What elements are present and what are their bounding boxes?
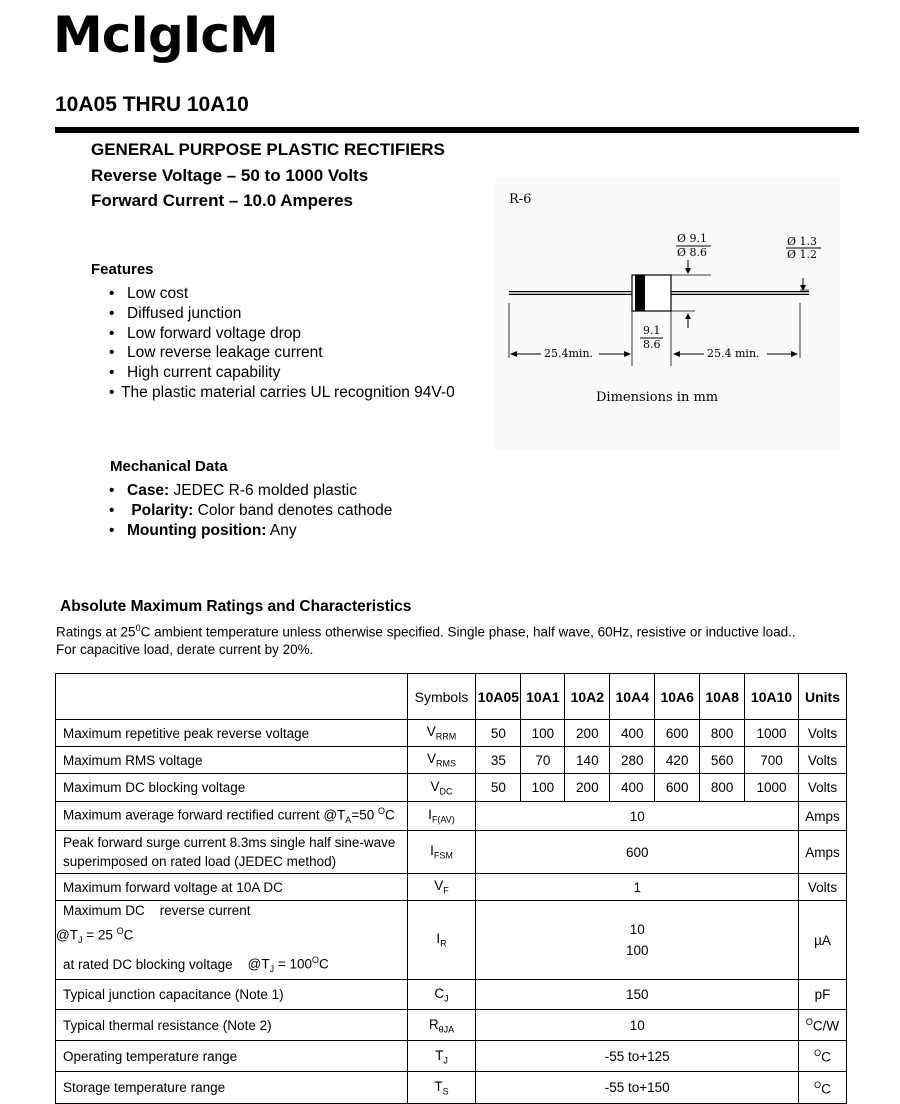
table-cell: 600 [655, 720, 700, 747]
col-10a10: 10A10 [745, 674, 799, 720]
table-cell: Maximum forward voltage at 10A DC [56, 874, 408, 901]
table-cell: -55 to+150 [476, 1072, 799, 1104]
table-row [56, 774, 847, 802]
forward-current-spec: Forward Current – 10.0 Amperes [91, 191, 354, 210]
list-item: • Low reverse leakage current [108, 343, 455, 363]
list-item: • Low forward voltage drop [108, 324, 455, 344]
table-row [56, 802, 847, 831]
table-cell: Amps [799, 831, 847, 874]
product-type: GENERAL PURPOSE PLASTIC RECTIFIERS [91, 140, 445, 159]
col-10a4: 10A4 [610, 674, 655, 720]
col-10a2: 10A2 [565, 674, 610, 720]
list-item: • Case: JEDEC R-6 molded plastic [108, 481, 392, 501]
table-row [56, 980, 847, 1010]
col-10a6: 10A6 [655, 674, 700, 720]
ratings-note: Ratings at $25^0C$ ambient temperature unless otherwise specified. Single phase, half wave, 60Hz, resistive or inductive load.. For capacitive load, derate current by 20%. [56, 623, 796, 657]
package-label: R-6 [509, 192, 532, 207]
lead-len-left: 25.4min. [544, 347, 594, 360]
table-cell: Volts [799, 747, 847, 774]
table-cell: 420 [655, 747, 700, 774]
table-cell: 1 [476, 874, 799, 901]
table-cell: 700 [745, 747, 799, 774]
reverse-voltage-spec: Reverse Voltage – 50 to 1000 Volts [91, 166, 369, 185]
table-cell: Amps [799, 802, 847, 831]
table-cell: 150 [476, 980, 799, 1010]
list-item: • Mounting position: Any [108, 521, 392, 541]
table-cell: Volts [799, 720, 847, 747]
table-cell: $I_{FSM}$ [407, 831, 476, 874]
lead-dia-max: Ø 1.3 [787, 235, 818, 248]
table-cell: 10 [476, 1010, 799, 1041]
table-cell: $T_J$ [407, 1041, 476, 1072]
symbols-header: Symbols [407, 674, 476, 720]
body-len-min: 8.6 [643, 338, 661, 351]
table-cell: $^O$C/W [799, 1010, 847, 1041]
table-cell: 100 [521, 774, 565, 802]
table-cell: 400 [610, 720, 655, 747]
table-cell: 10 [476, 802, 799, 831]
table-cell: 10 100 [476, 901, 799, 980]
table-row [56, 1041, 847, 1072]
body-dia-max: Ø 9.1 [677, 232, 708, 245]
col-10a8: 10A8 [700, 674, 745, 720]
table-cell: 70 [521, 747, 565, 774]
list-item: • The plastic material carries UL recognition 94V-0 [108, 383, 455, 403]
col-10a1: 10A1 [521, 674, 565, 720]
table-cell: 560 [700, 747, 745, 774]
units-header: Units [799, 674, 847, 720]
table-cell: $I_R$ [407, 901, 476, 980]
features-title: Features [91, 261, 154, 278]
title-rule [55, 127, 859, 133]
table-row [56, 831, 847, 874]
table-cell: 50 [476, 720, 521, 747]
table-row [56, 1072, 847, 1104]
table-cell: 200 [565, 720, 610, 747]
mechanical-title: Mechanical Data [110, 458, 228, 475]
table-row [56, 874, 847, 901]
table-cell: $V_{RRM}$ [407, 720, 476, 747]
list-item: • High current capability [108, 363, 455, 383]
table-cell: Typical junction capacitance (Note 1) [56, 980, 408, 1010]
table-cell: Maximum RMS voltage [56, 747, 408, 774]
col-10a05: 10A05 [476, 674, 521, 720]
table-cell: Volts [799, 874, 847, 901]
table-cell: -55 to+125 [476, 1041, 799, 1072]
table-cell: 600 [476, 831, 799, 874]
table-cell [56, 674, 408, 720]
table-cell: 600 [655, 774, 700, 802]
lead-dia-min: Ø 1.2 [787, 248, 818, 261]
table-cell: pF [799, 980, 847, 1010]
table-cell: 400 [610, 774, 655, 802]
table-row [56, 747, 847, 774]
mechanical-list [108, 481, 392, 540]
list-item: • Diffused junction [108, 304, 455, 324]
cathode-band [635, 275, 645, 311]
table-cell: $R_{\theta JA}$ [407, 1010, 476, 1041]
table-cell: Volts [799, 774, 847, 802]
table-cell: $V_F$ [407, 874, 476, 901]
table-row [56, 901, 847, 980]
table-cell: $^O$C [799, 1041, 847, 1072]
table-header-row [56, 674, 847, 720]
list-item: • Low cost [108, 284, 455, 304]
table-cell: 800 [700, 720, 745, 747]
table-cell: Peak forward surge current 8.3ms single half sine-wave superimposed on rated load (JEDEC method) [56, 831, 408, 874]
table-cell: Maximum repetitive peak reverse voltage [56, 720, 408, 747]
table-row [56, 1010, 847, 1041]
table-cell: $I_{F(AV)}$ [407, 802, 476, 831]
drawing-background [495, 178, 840, 450]
brand-logo: McIgIcM [53, 6, 278, 64]
table-cell: 800 [700, 774, 745, 802]
table-cell: 140 [565, 747, 610, 774]
table-cell: 100 [521, 720, 565, 747]
table-cell: 35 [476, 747, 521, 774]
table-cell: µA [799, 901, 847, 980]
dimensions-caption: Dimensions in mm [596, 390, 719, 405]
table-cell: 50 [476, 774, 521, 802]
table-cell: $V_{DC}$ [407, 774, 476, 802]
table-cell: 200 [565, 774, 610, 802]
part-title: 10A05 THRU 10A10 [55, 93, 249, 116]
table-cell: $V_{RMS}$ [407, 747, 476, 774]
lead-len-right: 25.4 min. [707, 347, 760, 360]
table-cell: 1000 [745, 774, 799, 802]
table-cell: Storage temperature range [56, 1072, 408, 1104]
table-cell: $C_J$ [407, 980, 476, 1010]
body-len-max: 9.1 [643, 324, 661, 337]
package-dimension-drawing [495, 178, 840, 450]
table-cell: Maximum DC blocking voltage [56, 774, 408, 802]
table-cell: Maximum average forward rectified current $@T_A=50$ $^O$C [56, 802, 408, 831]
features-list [108, 284, 455, 403]
table-cell: Typical thermal resistance (Note 2) [56, 1010, 408, 1041]
table-cell: 280 [610, 747, 655, 774]
table-cell: $T_S$ [407, 1072, 476, 1104]
table-cell: 1000 [745, 720, 799, 747]
body-dia-min: Ø 8.6 [677, 246, 708, 259]
table-cell: Operating temperature range [56, 1041, 408, 1072]
table-cell: Maximum DC reverse current $@T_J = 25$ $^O$C at rated DC blocking voltage $@T_J = 100^OC$ [56, 901, 408, 980]
ratings-title: Absolute Maximum Ratings and Characteristics [60, 598, 412, 615]
table-row [56, 720, 847, 747]
table-cell: $^O$C [799, 1072, 847, 1104]
ratings-table [55, 673, 847, 1104]
list-item: • Polarity: Color band denotes cathode [108, 501, 392, 521]
